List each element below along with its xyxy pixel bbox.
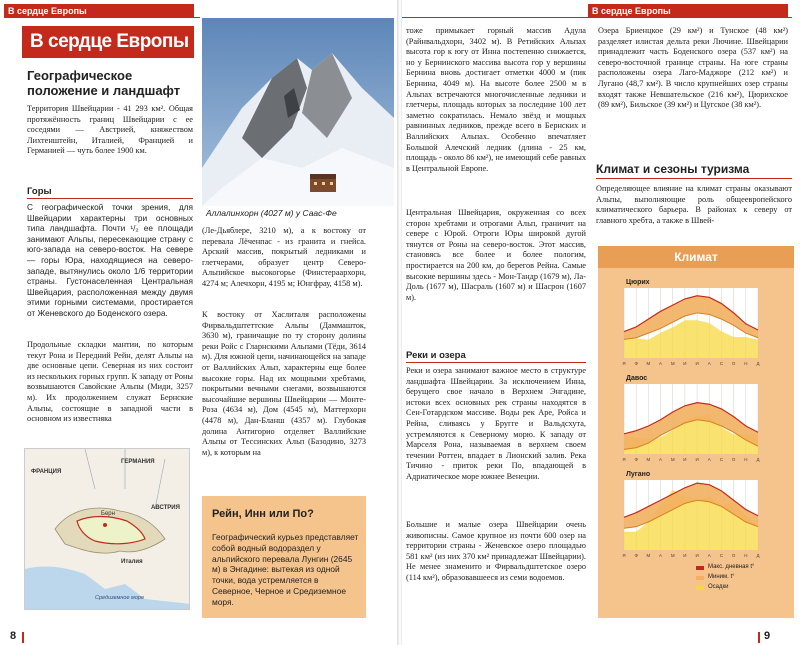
chart-month-label: Я (622, 361, 626, 366)
chart-title: Цюрих (626, 279, 650, 286)
chart-month-label: О (731, 457, 736, 462)
legend-precip-swatch (696, 586, 704, 590)
chart-month-label: Ф (634, 457, 638, 462)
right-column-one-text: тоже примыкает горный массив Адула (Райнвальдхорн, 3402 м). В Ретийских Альпах высота гор к югу от Инна постепенно снижается, но у Бернинского массива высота гор у вершины Бернина вновь достигает отметки 4000 м (пик Бернина, 4049 м). На высоте более 2500 м в Альпах встречаются многочисленные ледники и глетчеры, площадь которых за последние 100 лет заметно сократилась. Немало звёзд и мощных равнинных ледников, прежде всего в Бернских и Валлийских Альпах. Особенно впечатляет Большой Алечский ледник (длина - 25 км, площадь - около 86 км²), не имеющий себе равных в Центральной Европе. (406, 26, 586, 173)
chart-month-label: Ф (634, 553, 638, 558)
chart-month-label: И (695, 553, 699, 558)
legend-min: Миним. t° (708, 574, 735, 580)
chart-month-label: М (646, 361, 651, 366)
chart-month-label: И (695, 457, 699, 462)
chart-month-label: Я (622, 457, 626, 462)
legend-max-swatch (696, 566, 704, 570)
chart-month-label: М (670, 361, 675, 366)
climate-box-title: Климат (674, 250, 718, 264)
map-label-sea: Средиземное море (95, 595, 145, 601)
alps-text: Продольные складки мантии, по которым текут Рона и Передний Рейн, делят Альпы на две основные цепи. Северная из них состоит из нескольких горных групп. К западу от Роны возвышаются Савойские Альпы (Миди, 3257 м). Их продолжением служат Бернские Альпы, состоящие в западной части в основном из известняка (27, 340, 193, 424)
heading-rule (27, 198, 193, 199)
chart-month-label: И (683, 361, 687, 366)
chart-month-label: Н (744, 457, 748, 462)
page-number-marker-right (758, 632, 760, 643)
climate-text: Определяющее влияние на климат страны оказывают Альпы, выполняющие роль общеевропейского климатического барьера. В районах к северу от главного хребта, а также в Швей- (596, 184, 792, 225)
chart-month-label: И (683, 457, 687, 462)
header-rule (4, 17, 200, 18)
chart-month-label: Я (622, 553, 626, 558)
info-box-title: Рейн, Инн или По? (212, 508, 314, 520)
chart-month-label: А (659, 457, 663, 462)
chart-month-label: А (659, 553, 663, 558)
climate-heading: Климат и сезоны туризма (596, 162, 750, 176)
rivers-heading: Реки и озера (406, 350, 466, 361)
chart-month-label: М (670, 553, 675, 558)
chart-month-label: С (719, 361, 724, 366)
chart-month-label: Д (756, 553, 760, 558)
legend-max: Макс. дневная t° (708, 564, 755, 570)
chart-month-label: И (695, 361, 699, 366)
chart-month-label: И (683, 553, 687, 558)
chart-month-label: А (707, 457, 711, 462)
chart-month-label: А (707, 361, 711, 366)
chart-title: Давос (626, 375, 648, 382)
legend-min-swatch (696, 576, 704, 580)
chart-month-label: А (707, 553, 711, 558)
page-number-left: 8 (10, 630, 17, 642)
section-heading: Географическое положение и ландшафт (27, 68, 181, 98)
chart-month-label: С (719, 553, 724, 558)
map-label-italy: Италия (121, 559, 143, 565)
chart-month-label: Н (744, 361, 748, 366)
chart-month-label: С (719, 457, 724, 462)
climate-box-header (598, 246, 794, 268)
page-number-marker (22, 632, 24, 643)
page-number-right: 9 (764, 630, 771, 642)
mountain-photo (202, 18, 394, 206)
mountains-text: С географической точки зрения, для Швейцарии характерны три основных типа ландшафта. Почти ¹/₂ ее площади занимают Альпы, пересекающие страну с юго-запада на северо-восток. На севере — горы Юра, находящиеся на северо-западе, вытянулись около 1/6 территории страны. Густонаселенная Центральная Швейцария, расположенная между двумя этими горными системами, простирается от Женевского до Боденского озера. (27, 202, 193, 318)
chart-month-label: А (659, 361, 663, 366)
intro-text: Территория Швейцарии - 41 293 км². Общая протяжённость границ Швейцарии с ее соседями — Австрией, княжеством Лихтенштейн, Италией, Францией и Германией — чуть более 1900 км. (27, 104, 193, 156)
climate-heading-rule (596, 178, 792, 179)
right-page (402, 0, 800, 645)
right-column-one-text-b: Центральная Швейцария, окруженная со всех сторон хребтами и отрогами Альп, граничит на севере с Юрой. Отроги Юры широкой дугой тянутся от Роны на северо-восток. Этот массив, становясь все более и более пологим, простирается на 200 км, до берегов Рейна. Самые высокие вершины здесь - Мон-Тандр (1679 м), Ла-Доль (1677 м), Шасраль (1607 м) и Шасрон (1607 м). (406, 208, 586, 302)
header-rule-right (402, 17, 792, 18)
rivers-text: Реки и озера занимают важное место в структуре ландшафта Швейцарии. За исключением Инна, берущего свое начало в Верхнем Энгадине, истоки всех основных рек страны находятся в Сен-Готардском массиве. Воды рек Аре, Ройса и Рейна, сливаясь у Бругге и Вальдсхута, устремляются к Северному морю. К западу от Марселя Рона, называемая в верхнем своем течении Роттен, впадает в Лионский залив. Река Тичино - приток реки По, впадающей в Адриатическое море южнее Венеции. (406, 366, 586, 481)
chart-month-label: Ф (634, 361, 638, 366)
page-title-box (22, 26, 194, 58)
chart-month-label: О (731, 553, 736, 558)
mountains-heading: Горы (27, 186, 52, 197)
map-label-germany: ГЕРМАНИЯ (121, 459, 155, 465)
running-header: В сердце Европы (4, 4, 194, 18)
column-two-text-b: К востоку от Хаслиталя расположены Фирвальдштеттские Альпы (Даммашток, 3630 м), граничащие по ту сторону долины реки Ройс с Гларнскими Альпами (Тёди, 3614 м). Для южной цепи, начинающейся на западе от Валлийских Альп, характерны еще более высокие горы. Над их мощными хребтами, покрытыми вечными снегами, возвышаются высочайшие вершины Швейцарии — Монте-Роза (4634 м), Дом (4545 м), Маттерхорн (4478 м), Дан-Бланш (4357 м). Глубокая долина Антигорио отделяет Валлийские Альпы от Тессинских Альп (Базодино, 3273 м), к которым на (202, 310, 366, 457)
rivers-heading-rule (406, 362, 586, 363)
photo-caption: Аллалинхорн (4027 м) у Саас-Фе (206, 208, 337, 218)
chart-month-label: М (670, 457, 675, 462)
chart-title: Лугано (626, 471, 651, 478)
lakes-text: Озера Бриенцкое (29 км²) и Тунское (48 км²) разделяет илистая дельта реки Лючине. Швейцарии принадлежит часть Боденского озера (537 км²) на северо-восточной границе страны. На юге страны расположены озера Лаго-Маджоре (212 км²) и Лугано (48,7 км²). В число крупнейших озер страны входят также Невшательское (216 км²), Цюрихское (89 км²), Бильское (39 км²) и Цугское (38 км²). (598, 26, 788, 110)
info-box-text: Географический курьез представляет собой водный водораздел у альпийского перевала Лунгин (2645 м) в Энгадине: вытекая из одной точки, вода устремляется в Северное, Черное и Средиземное моря. (212, 532, 359, 607)
chart-month-label: О (731, 361, 736, 366)
map-label-austria: АВСТРИЯ (151, 505, 180, 511)
chart-month-label: М (646, 553, 651, 558)
chart-month-label: Д (756, 457, 760, 462)
page-title: В сердце Европы (30, 31, 189, 52)
chart-month-label: Д (756, 361, 760, 366)
switzerland-map (24, 448, 190, 610)
map-label-bern: Берн (101, 511, 115, 517)
map-label-france: ФРАНЦИЯ (31, 469, 62, 475)
left-page (0, 0, 398, 645)
chart-month-label: Н (744, 553, 748, 558)
running-header-right: В сердце Европы (588, 4, 788, 18)
chart-month-label: М (646, 457, 651, 462)
legend-precip: Осадки (708, 584, 729, 590)
climate-box (598, 246, 794, 618)
column-two-text: (Ле-Дьяблере, 3210 м), а к востоку от перевала Лёченпас - из гранита и гнейса. Арский массив, покрытый ледниками и глетчерами, образует центр Северо-Альпийское высокогорье (Финстераархорн, 4274 м; Алечхорн, 4195 м; Юнгфрау, 4158 м). (202, 226, 366, 288)
info-box (202, 496, 366, 618)
rivers-text-b: Большие и малые озера Швейцарии очень живописны. Самое крупное из почти 600 озер на территории страны - Женевское озеро площадью 581 км² (из них 370 км² принадлежат Швейцарии). Не менее знаменито и Фирвальдштетское озеро (114 км²), образовавшееся из семи водоемов. (406, 520, 586, 582)
